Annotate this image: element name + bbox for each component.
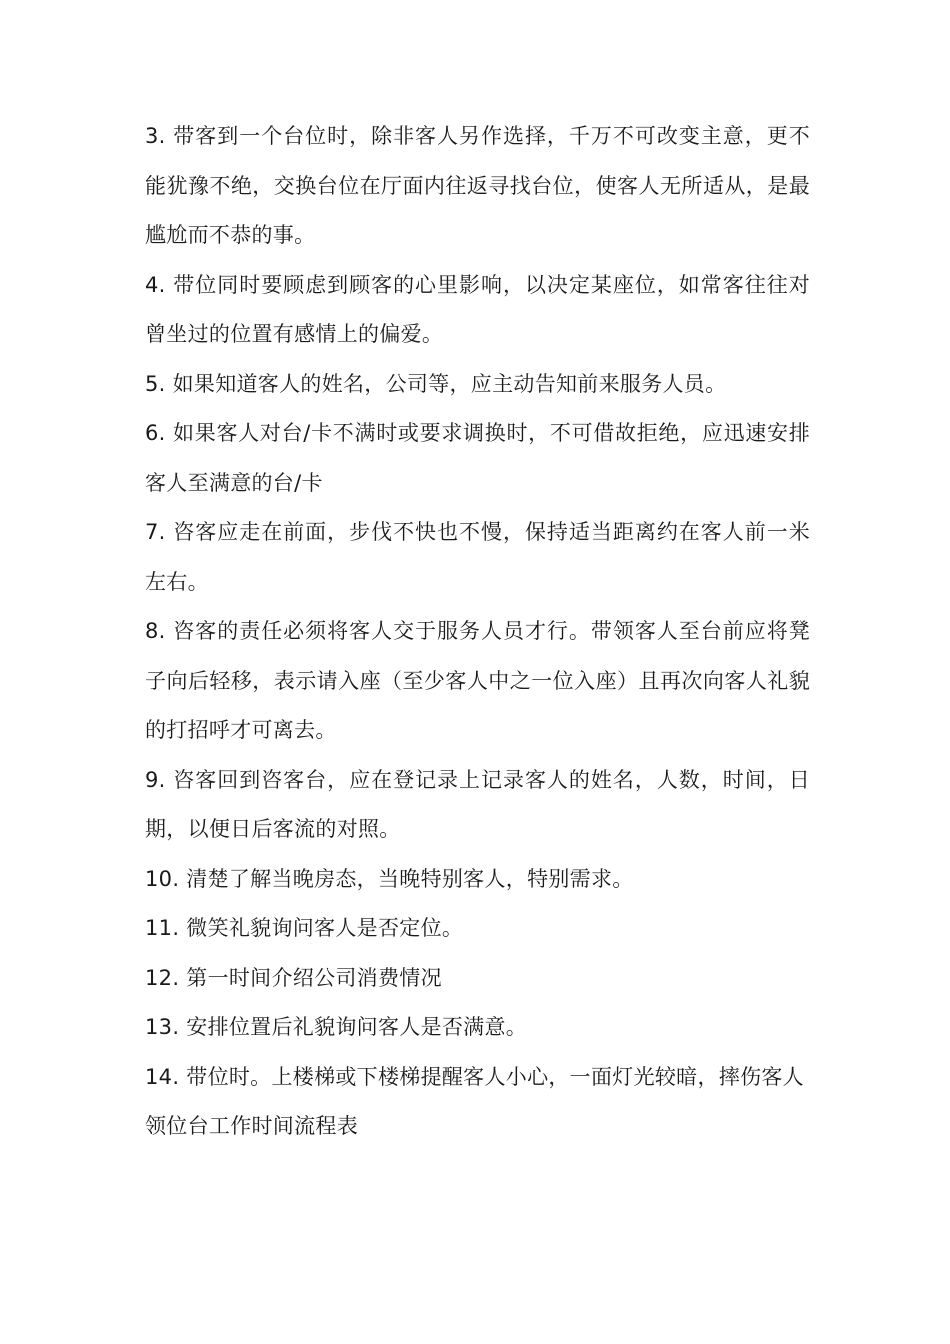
paragraph-item-7: 7. 咨客应走在前面，步伐不快也不慢，保持适当距离约在客人前一米左右。 — [145, 520, 810, 594]
paragraph-item-4: 4. 带位同时要顾虑到顾客的心里影响，以决定某座位，如常客往往对曾坐过的位置有感情上的偏爱。 — [145, 272, 810, 346]
paragraph-item-12: 12. 第一时间介绍公司消费情况 — [145, 965, 442, 990]
document-body — [145, 112, 810, 1152]
paragraph-item-5: 5. 如果知道客人的姓名，公司等，应主动告知前来服务人员。 — [145, 371, 727, 396]
paragraph-item-11: 11. 微笑礼貌询问客人是否定位。 — [145, 916, 464, 940]
paragraph-item-6: 6. 如果客人对台/卡不满时或要求调换时，不可借故拒绝，应迅速安排客人至满意的台/卡 — [145, 421, 810, 495]
paragraph-item-14: 14. 带位时。上楼梯或下楼梯提醒客人小心，一面灯光较暗，摔伤客人 — [145, 1064, 804, 1089]
paragraph-item-8: 8. 咨客的责任必须将客人交于服务人员才行。带领客人至台前应将凳子向后轻移，表示请入座（至少客人中之一位入座）且再次向客人礼貌的打招呼才可离去。 — [145, 619, 810, 742]
paragraph-item-3: 3. 带客到一个台位时，除非客人另作选择，千万不可改变主意，更不能犹豫不绝，交换台位在厅面内往返寻找台位，使客人无所适从，是最尴尬而不恭的事。 — [145, 124, 810, 247]
section-title: 领位台工作时间流程表 — [145, 1114, 358, 1138]
paragraph-item-13: 13. 安排位置后礼貌询问客人是否满意。 — [145, 1015, 528, 1039]
paragraph-item-10: 10. 清楚了解当晚房态，当晚特别客人，特别需求。 — [145, 866, 634, 891]
paragraph-item-9: 9. 咨客回到咨客台，应在登记录上记录客人的姓名，人数，时间，日期，以便日后客流的对照。 — [145, 767, 810, 841]
